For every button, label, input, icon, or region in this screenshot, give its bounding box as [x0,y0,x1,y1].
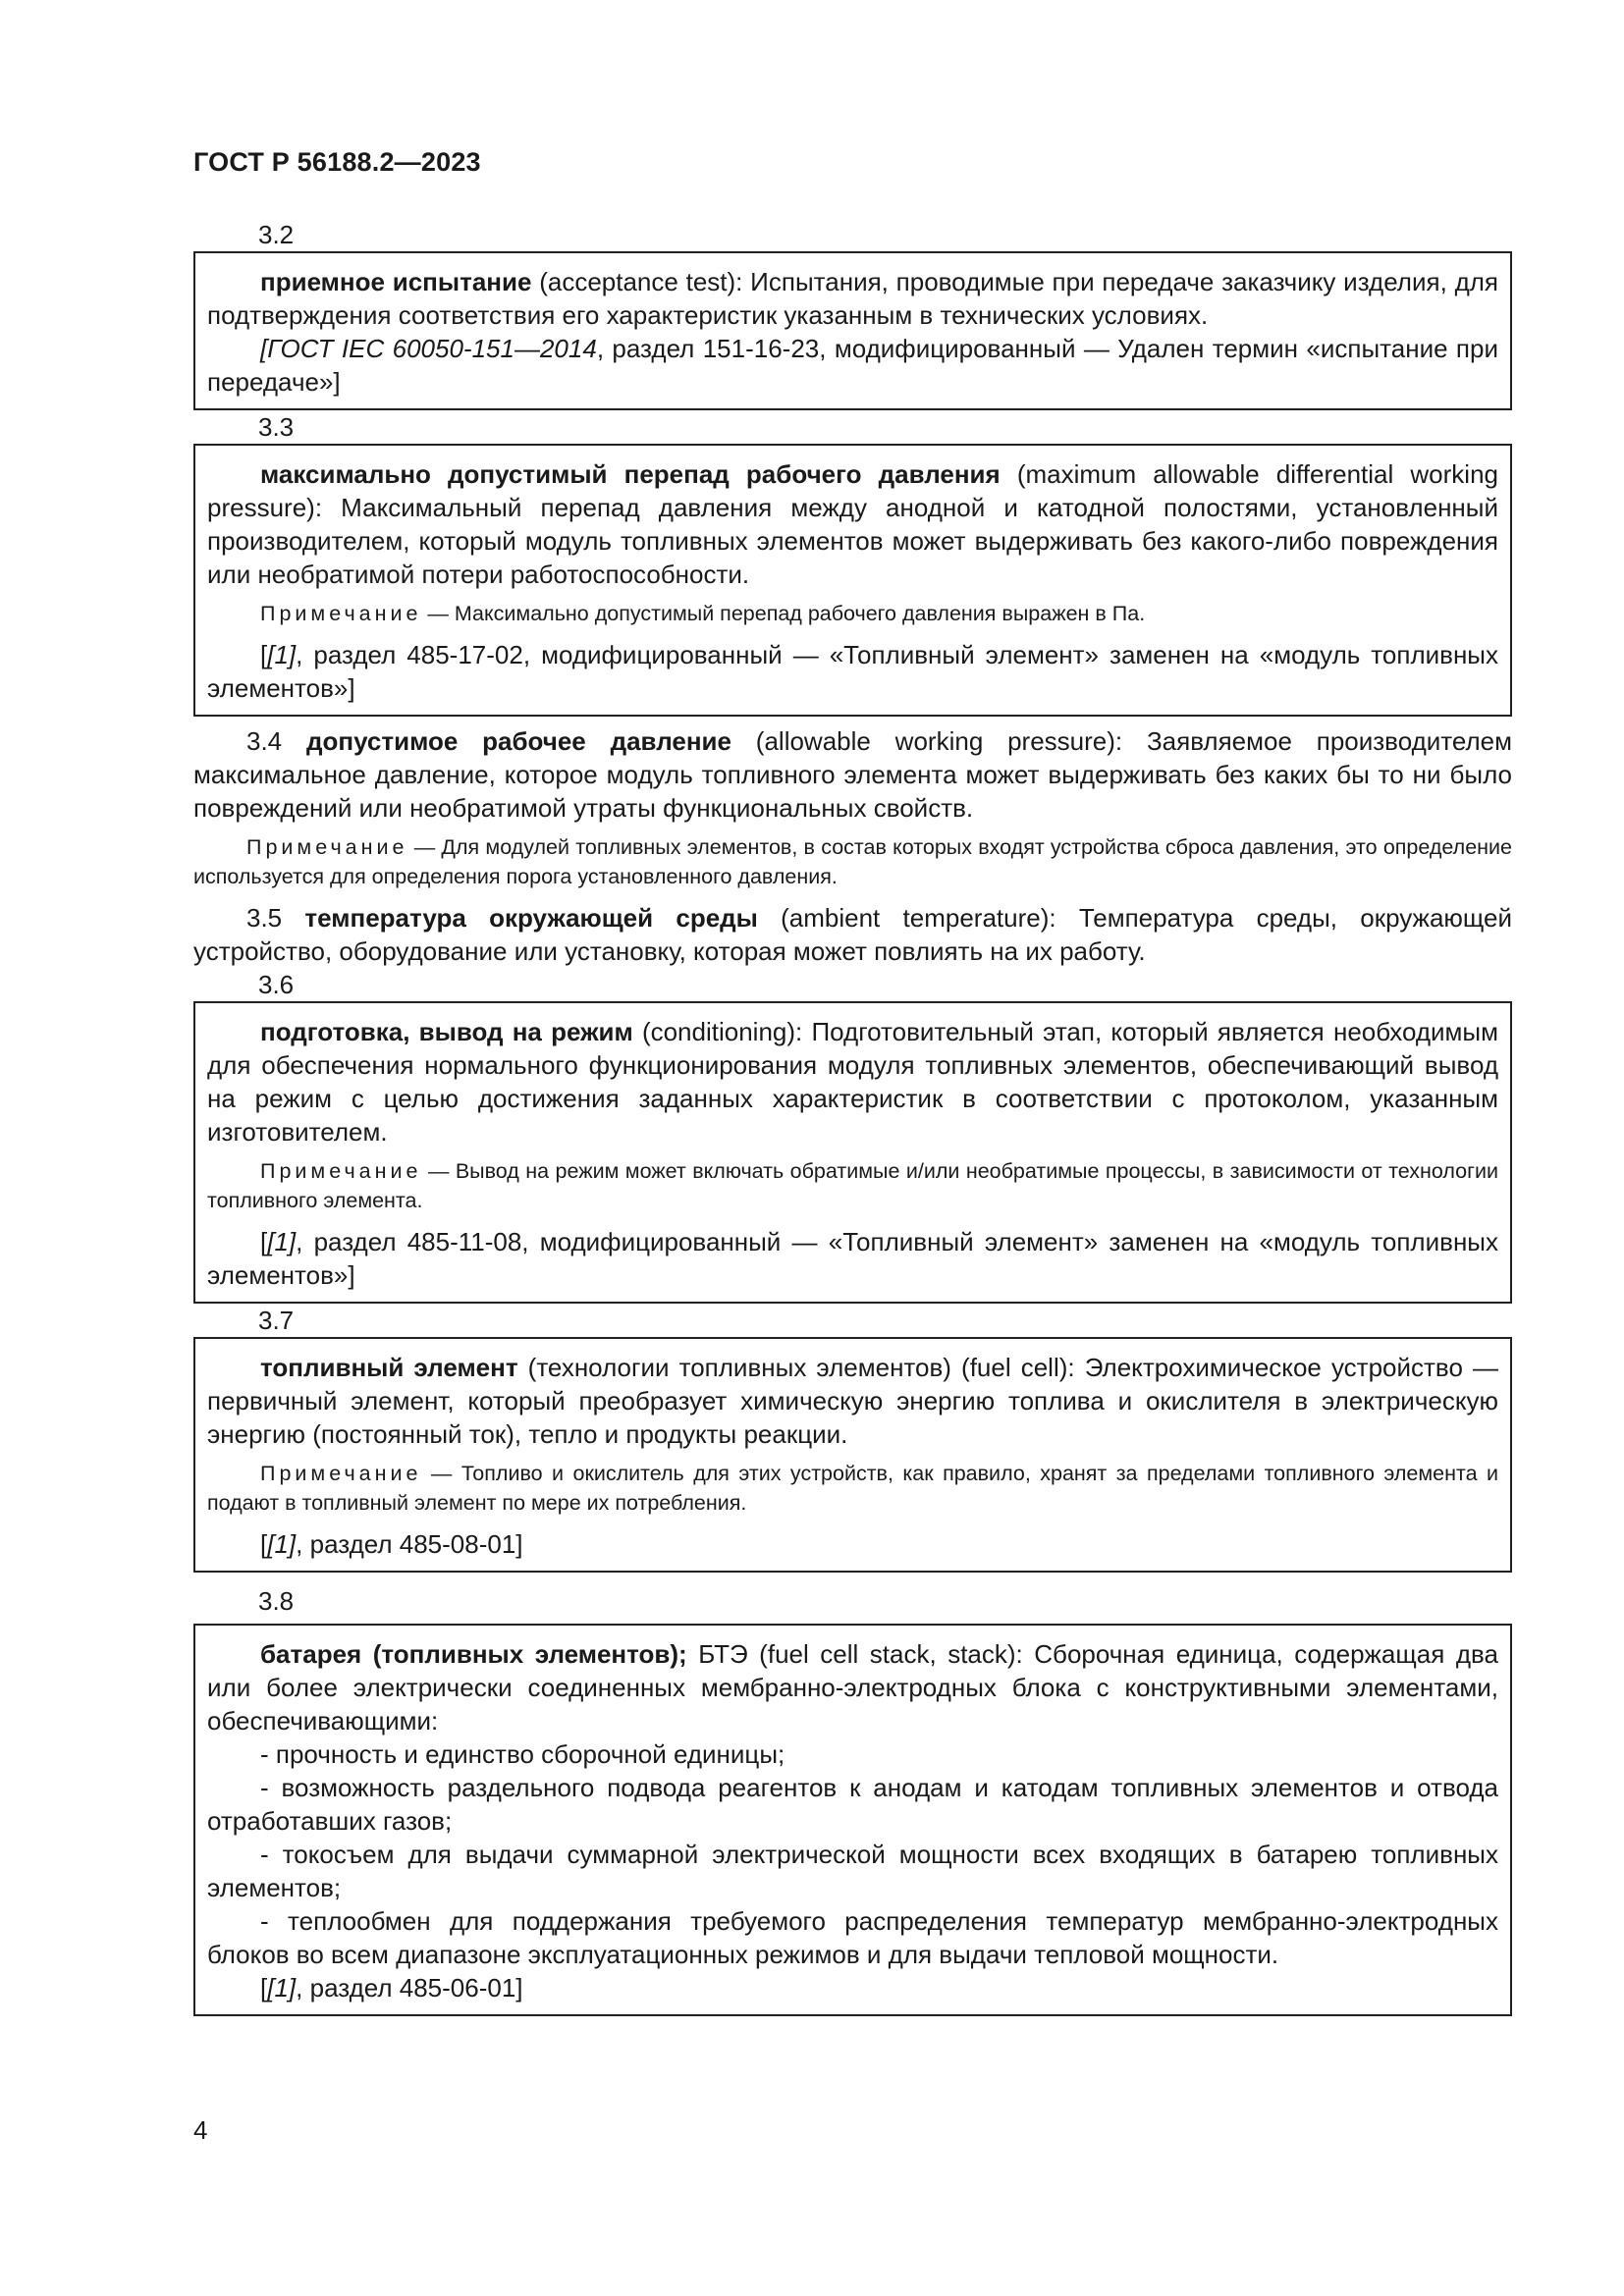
source-reference [207,332,1498,399]
term-box-3-8 [193,1624,1512,2016]
note-text: — Вывод на режим может включать обратимые и/или необратимые процессы, в зависимости от технологии топливного элемента. [207,1159,1498,1212]
term-name: приемное испытание [260,267,532,296]
note-text: — Для модулей топливных элементов, в состав которых входят устройства сброса давления, это определение используется для определения порога установленного давления. [193,835,1512,888]
list-item: - теплообмен для поддержания требуемого распределения температур мембранно-электродных блоков во всем диапазоне эксплуатационных режимов и для выдачи тепловой мощности. [207,1906,1498,1969]
term-number: 3.4 [246,726,283,756]
source-text: , раздел 151-16-23, модифицированный — Удален термин «испытание при передаче»] [207,334,1498,397]
term-name: температура окружающей среды [304,903,758,933]
term-definition [207,1637,1498,1737]
definition-text: БТЭ (fuel cell stack, stack): Сборочная единица, содержащая два или более электрически соединенных мембранно-электродных блока с конструктивными элементами, обеспечивающими: [207,1639,1498,1735]
definition-text: (ambient temperature): Температура среды, окружающей устройство, оборудование или установку, которая может повлиять на их работу. [193,903,1512,966]
source-reference [207,1225,1498,1292]
term-box-3-2 [193,251,1512,410]
note [207,599,1498,628]
source-bracket: [ [260,640,268,669]
note-label: Примечание [260,1462,422,1485]
term-number: 3.8 [258,1586,295,1616]
term-name: подготовка, вывод на режим [260,1017,633,1046]
term-name: допустимое рабочее давление [305,726,731,756]
note [207,1459,1498,1518]
term-definition [193,901,1512,968]
source-ref: [1] [267,1973,297,2002]
term-name: максимально допустимый перепад рабочего давления [260,459,1001,489]
definition-text: (технологии топливных элементов) (fuel cell): Электрохимическое устройство — первичный элемент, который преобразует химическую энергию топлива и окислителя в электрическую энергию (постоянный ток), тепло и продукты реакции. [207,1353,1498,1449]
term-number: 3.7 [258,1306,295,1335]
term-3-5 [193,901,1512,968]
source-reference [207,1971,1498,2004]
source-reference [207,1527,1498,1561]
source-text: , раздел 485-06-01] [296,1973,523,2002]
term-name: батарея (топливных элементов); [260,1639,687,1669]
list-item: - возможность раздельного подвода реагентов к анодам и катодам топливных элементов и отвода отработавших газов; [207,1773,1498,1836]
term-number: 3.6 [258,970,295,999]
source-ref: [1] [267,1529,297,1559]
source-text: , раздел 485-11-08, модифицированный — «Топливный элемент» заменен на «модуль топливных элементов»] [207,1227,1498,1290]
note [207,1156,1498,1215]
source-text: , раздел 485-17-02, модифицированный — «Топливный элемент» заменен на «модуль топливных элементов»] [207,640,1498,703]
page-content [193,218,1512,2016]
definition-text: (allowable working pressure): Заявляемое производителем максимальное давление, которое модуль топливного элемента может выдерживать без каких бы то ни было повреждений или необратимой утраты функциональных свойств. [193,726,1513,823]
term-box-3-7 [193,1337,1512,1573]
document-header: ГОСТ Р 56188.2—2023 [193,147,481,177]
definition-text: (conditioning): Подготовительный этап, который является необходимым для обеспечения нормального функционирования модуля топливных элементов, обеспечивающий вывод на режим с целью достижения заданных характеристик в соответствии с протоколом, указанным изготовителем. [207,1017,1498,1147]
term-definition [207,265,1498,332]
list-item: - прочность и единство сборочной единицы; [260,1739,785,1769]
term-definition [207,457,1498,591]
source-reference [207,638,1498,705]
note-label: Примечание [260,1159,422,1183]
page-number: 4 [193,2115,208,2145]
note-text: — Максимально допустимый перепад рабочего давления выражен в Па. [421,602,1146,625]
term-3-4 [193,724,1512,891]
term-box-3-6 [193,1001,1512,1304]
definition-text: (maximum allowable differential working pressure): Максимальный перепад давления между анодной и катодной полостями, установленный производителем, который модуль топливных элементов может выдерживать без какого-либо повреждения или необратимой потери работоспособности. [207,459,1498,589]
term-box-3-3 [193,444,1512,717]
source-bracket: [ [260,1973,268,2002]
term-definition [207,1351,1498,1451]
term-number: 3.5 [246,903,283,933]
source-bracket: [ [260,1529,268,1559]
definition-text: (acceptance test): Испытания, проводимые при передаче заказчику изделия, для подтверждения соответствия его характеристик указанным в технических условиях. [207,267,1498,330]
term-name: топливный элемент [260,1353,518,1382]
source-text: , раздел 485-08-01] [296,1529,523,1559]
note-text: — Топливо и окислитель для этих устройств, как правило, хранят за пределами топливного элемента и подают в топливный элемент по мере их потребления. [207,1462,1498,1515]
note [193,832,1512,891]
note-label: Примечание [260,602,422,625]
source-ref: [1] [267,1227,297,1256]
source-ref: [1] [267,640,297,669]
list-item: - токосъем для выдачи суммарной электрической мощности всех входящих в батарею топливных элементов; [207,1840,1498,1902]
term-definition [207,1015,1498,1148]
source-bracket: [ [260,1227,268,1256]
term-number: 3.3 [258,412,295,442]
note-label: Примечание [246,835,408,859]
term-number: 3.2 [258,220,295,249]
term-definition [193,724,1512,825]
source-ref: [ГОСТ IEC 60050-151—2014 [260,334,597,363]
